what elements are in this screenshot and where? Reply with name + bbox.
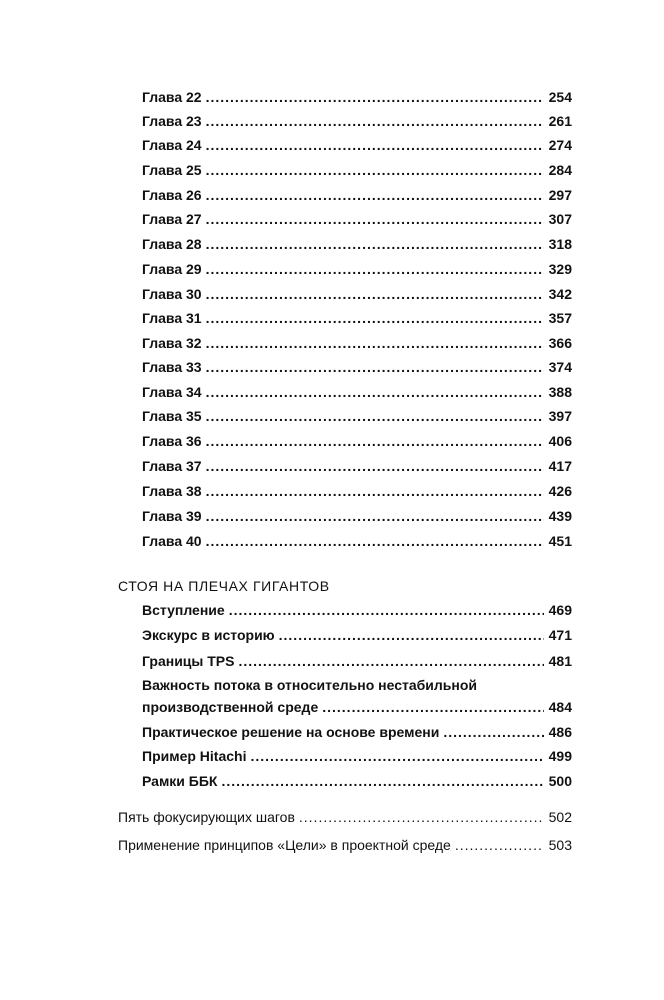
dot-leader [206,184,544,206]
toc-entry-chapter-32 [142,332,572,354]
toc-entry-chapter-31 [142,307,572,329]
toc-entry-label: Пять фокусирующих шагов [118,809,295,825]
toc-entry-page: 426 [548,483,572,499]
toc-entry-chapter-24 [142,134,572,156]
toc-entry-page: 366 [548,335,572,351]
toc-entry-label: Глава 33 [142,359,202,375]
toc-entry-page: 481 [548,653,572,669]
dot-leader [229,599,544,621]
dot-leader [206,530,544,552]
toc-entry-hitachi-example [142,745,572,767]
toc-entry-label: Глава 40 [142,533,202,549]
toc-entry-label: Глава 35 [142,408,202,424]
toc-entry-label: Глава 36 [142,433,202,449]
toc-entry-label: Глава 24 [142,137,202,153]
toc-entry-chapter-39 [142,505,572,527]
toc-entry-flow-importance [142,696,572,718]
toc-entry-label: Глава 23 [142,113,202,129]
toc-entry-flow-importance-line1: Важность потока в относительно нестабильной [142,677,478,693]
dot-leader [206,307,544,329]
dot-leader [206,405,544,427]
toc-entry-chapter-40 [142,530,572,552]
toc-entry-page: 451 [548,533,572,549]
dot-leader [206,283,544,305]
dot-leader [206,208,544,230]
dot-leader [206,505,544,527]
toc-entry-label: Рамки ББК [142,773,218,789]
dot-leader [206,86,544,108]
toc-entry-page: 374 [548,359,572,375]
toc-entry-label: Глава 39 [142,508,202,524]
toc-entry-label: Глава 38 [142,483,202,499]
toc-entry-label: Глава 30 [142,286,202,302]
toc-entry-page: 261 [548,113,572,129]
toc-entry-label: Практическое решение на основе времени [142,724,440,740]
toc-entry-page: 274 [548,137,572,153]
toc-entry-chapter-37 [142,455,572,477]
toc-entry-chapter-33 [142,356,572,378]
toc-entry-page: 484 [548,699,572,715]
toc-entry-page: 397 [548,408,572,424]
toc-entry-chapter-30 [142,283,572,305]
dot-leader [299,806,544,828]
toc-entry-page: 417 [548,458,572,474]
toc-entry-goal-in-projects [118,834,572,856]
toc-entry-label: Вступление [142,602,225,618]
toc-entry-page: 502 [548,809,572,825]
dot-leader [206,134,544,156]
dot-leader [221,770,544,792]
dot-leader [206,332,544,354]
section-heading: СТОЯ НА ПЛЕЧАХ ГИГАНТОВ [118,578,330,594]
toc-entry-label: Применение принципов «Цели» в проектной среде [118,837,451,853]
toc-entry-label: Глава 31 [142,310,202,326]
toc-entry-label: Глава 25 [142,162,202,178]
toc-entry-tps-limits [142,650,572,672]
toc-entry-page: 406 [548,433,572,449]
toc-entry-label: производственной среде [142,699,319,715]
toc-entry-label: Глава 22 [142,89,202,105]
dot-leader [206,356,544,378]
dot-leader [206,110,544,132]
toc-entry-chapter-36 [142,430,572,452]
toc-entry-page: 329 [548,261,572,277]
dot-leader [206,258,544,280]
toc-entry-chapter-35 [142,405,572,427]
toc-entry-label: Глава 37 [142,458,202,474]
toc-entry-label: Пример Hitachi [142,748,247,764]
dot-leader [238,650,544,672]
toc-entry-chapter-29 [142,258,572,280]
toc-entry-label: Глава 29 [142,261,202,277]
toc-entry-chapter-23 [142,110,572,132]
toc-entry-chapter-25 [142,159,572,181]
toc-entry-page: 439 [548,508,572,524]
toc-entry-page: 342 [548,286,572,302]
toc-entry-page: 500 [548,773,572,789]
toc-entry-chapter-22 [142,86,572,108]
toc-entry-page: 471 [548,627,572,643]
dot-leader [206,455,544,477]
toc-entry-label: Границы TPS [142,653,235,669]
toc-entry-page: 486 [548,724,572,740]
toc-entry-label: Глава 34 [142,384,202,400]
toc-entry-page: 388 [548,384,572,400]
toc-entry-page: 318 [548,236,572,252]
toc-entry-history [142,624,572,646]
dot-leader [279,624,544,646]
toc-entry-label: Глава 27 [142,211,202,227]
dot-leader [206,430,544,452]
toc-entry-label: Глава 32 [142,335,202,351]
toc-entry-page: 307 [548,211,572,227]
dot-leader [455,834,544,856]
dot-leader [206,159,544,181]
toc-entry-bbk-frames [142,770,572,792]
dot-leader [443,721,544,743]
toc-entry-introduction [142,599,572,621]
dot-leader [206,381,544,403]
toc-entry-page: 499 [548,748,572,764]
toc-entry-page: 254 [548,89,572,105]
toc-entry-chapter-38 [142,480,572,502]
toc-entry-page: 284 [548,162,572,178]
toc-entry-page: 297 [548,187,572,203]
dot-leader [206,233,544,255]
toc-entry-chapter-34 [142,381,572,403]
toc-entry-five-focusing-steps [118,806,572,828]
toc-entry-page: 357 [548,310,572,326]
toc-entry-page: 469 [548,602,572,618]
toc-entry-label: Экскурс в историю [142,627,275,643]
dot-leader [322,696,544,718]
toc-entry-label: Глава 28 [142,236,202,252]
toc-entry-chapter-26 [142,184,572,206]
dot-leader [206,480,544,502]
toc-entry-chapter-28 [142,233,572,255]
toc-entry-label: Глава 26 [142,187,202,203]
toc-entry-time-based-solution [142,721,572,743]
toc-entry-page: 503 [548,837,572,853]
dot-leader [250,745,544,767]
toc-entry-chapter-27 [142,208,572,230]
